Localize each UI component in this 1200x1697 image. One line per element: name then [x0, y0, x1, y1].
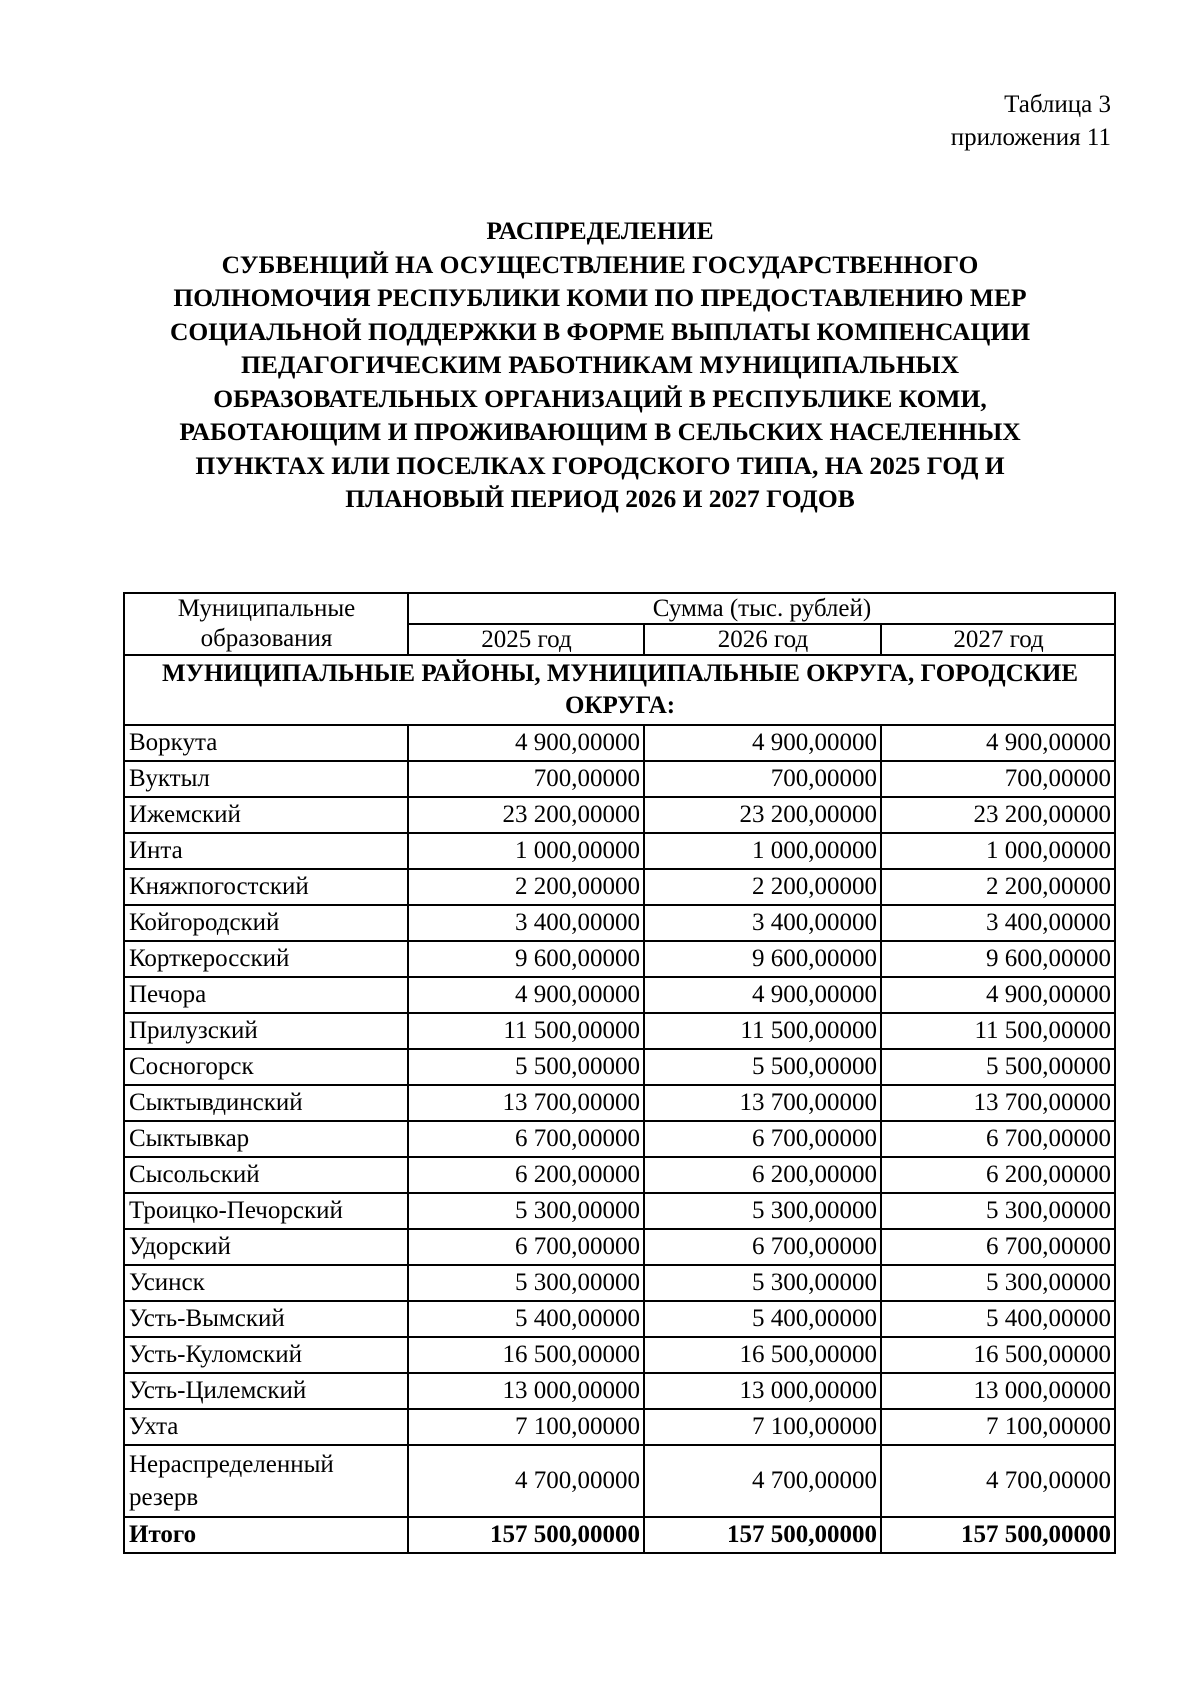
- table-row: [124, 977, 1115, 1013]
- amount-2027: 3 400,00000: [881, 905, 1115, 941]
- amount-2025: 11 500,00000: [408, 1013, 644, 1049]
- amount-2025: 5 500,00000: [408, 1049, 644, 1085]
- amount-2027: 9 600,00000: [881, 941, 1115, 977]
- amount-2027: 23 200,00000: [881, 797, 1115, 833]
- amount-2025: 7 100,00000: [408, 1409, 644, 1445]
- amount-2027: 4 900,00000: [881, 977, 1115, 1013]
- municipality-name: Сыктывкар: [124, 1121, 408, 1157]
- title-line: ПОЛНОМОЧИЯ РЕСПУБЛИКИ КОМИ ПО ПРЕДОСТАВЛЕНИЮ МЕР: [173, 283, 1027, 312]
- table-row: [124, 941, 1115, 977]
- amount-2026: 23 200,00000: [644, 797, 881, 833]
- amount-2027: 7 100,00000: [881, 1409, 1115, 1445]
- amount-2027: 5 400,00000: [881, 1301, 1115, 1337]
- amount-2026: 16 500,00000: [644, 1337, 881, 1373]
- table-row: [124, 833, 1115, 869]
- municipality-name: Сосногорск: [124, 1049, 408, 1085]
- municipality-name: Троицко-Печорский: [124, 1193, 408, 1229]
- amount-2026: 11 500,00000: [644, 1013, 881, 1049]
- amount-2025: 5 300,00000: [408, 1193, 644, 1229]
- table-row: [124, 1121, 1115, 1157]
- section-heading: МУНИЦИПАЛЬНЫЕ РАЙОНЫ, МУНИЦИПАЛЬНЫЕ ОКРУГА, ГОРОДСКИЕ ОКРУГА:: [124, 655, 1115, 725]
- municipality-name: Княжпогостский: [124, 869, 408, 905]
- title-line: РАБОТАЮЩИМ И ПРОЖИВАЮЩИМ В СЕЛЬСКИХ НАСЕЛЕННЫХ: [179, 417, 1021, 446]
- municipality-name: Койгородский: [124, 905, 408, 941]
- table-row: [124, 761, 1115, 797]
- municipality-column-header: Муниципальные образования: [124, 593, 408, 655]
- amount-2025: 4 900,00000: [408, 977, 644, 1013]
- document-title: [110, 214, 1090, 516]
- year-2026-header: 2026 год: [644, 624, 881, 655]
- amount-2026: 6 700,00000: [644, 1229, 881, 1265]
- municipality-name: Усть-Куломский: [124, 1337, 408, 1373]
- title-line: СОЦИАЛЬНОЙ ПОДДЕРЖКИ В ФОРМЕ ВЫПЛАТЫ КОМПЕНСАЦИИ: [169, 316, 1031, 346]
- amount-2025: 157 500,00000: [408, 1517, 644, 1553]
- amount-2027: 157 500,00000: [881, 1517, 1115, 1553]
- municipality-name: Корткеросский: [124, 941, 408, 977]
- amount-2027: 16 500,00000: [881, 1337, 1115, 1373]
- municipality-name: Нераспределенный резерв: [124, 1445, 408, 1517]
- table-row: [124, 1049, 1115, 1085]
- table-number-label: Таблица 3: [1004, 91, 1111, 118]
- amount-2027: 2 200,00000: [881, 869, 1115, 905]
- amount-2025: 9 600,00000: [408, 941, 644, 977]
- municipality-name: Сысольский: [124, 1157, 408, 1193]
- amount-2025: 4 900,00000: [408, 725, 644, 761]
- amount-2026: 13 000,00000: [644, 1373, 881, 1409]
- amount-2026: 5 500,00000: [644, 1049, 881, 1085]
- table-row: [124, 725, 1115, 761]
- amount-2027: 5 300,00000: [881, 1265, 1115, 1301]
- amount-2027: 4 700,00000: [881, 1445, 1115, 1517]
- sum-column-header: Сумма (тыс. рублей): [408, 593, 1115, 624]
- table-row: [124, 1337, 1115, 1373]
- municipality-name: Инта: [124, 833, 408, 869]
- amount-2027: 1 000,00000: [881, 833, 1115, 869]
- table-row: [124, 1229, 1115, 1265]
- amount-2025: 6 700,00000: [408, 1121, 644, 1157]
- title-line: СУБВЕНЦИЙ НА ОСУЩЕСТВЛЕНИЕ ГОСУДАРСТВЕННОГО: [221, 249, 979, 279]
- amount-2025: 1 000,00000: [408, 833, 644, 869]
- amount-2027: 5 300,00000: [881, 1193, 1115, 1229]
- municipality-name: Итого: [124, 1517, 408, 1553]
- table-header-row: [124, 593, 1115, 624]
- section-heading-row: [124, 655, 1115, 725]
- amount-2026: 4 900,00000: [644, 725, 881, 761]
- municipality-name: Усинск: [124, 1265, 408, 1301]
- municipality-name: Ижемский: [124, 797, 408, 833]
- amount-2027: 4 900,00000: [881, 725, 1115, 761]
- amount-2027: 700,00000: [881, 761, 1115, 797]
- amount-2025: 3 400,00000: [408, 905, 644, 941]
- amount-2025: 13 000,00000: [408, 1373, 644, 1409]
- table-row: [124, 1373, 1115, 1409]
- title-line: ПЕДАГОГИЧЕСКИМ РАБОТНИКАМ МУНИЦИПАЛЬНЫХ: [241, 350, 959, 379]
- table-row: [124, 797, 1115, 833]
- amount-2026: 4 700,00000: [644, 1445, 881, 1517]
- document-reference: [951, 88, 1111, 154]
- table-row: [124, 869, 1115, 905]
- municipality-name: Прилузский: [124, 1013, 408, 1049]
- amount-2025: 2 200,00000: [408, 869, 644, 905]
- table-row: [124, 1013, 1115, 1049]
- amount-2026: 6 700,00000: [644, 1121, 881, 1157]
- amount-2026: 5 400,00000: [644, 1301, 881, 1337]
- table-row: [124, 1409, 1115, 1445]
- municipality-name: Усть-Вымский: [124, 1301, 408, 1337]
- amount-2026: 6 200,00000: [644, 1157, 881, 1193]
- amount-2025: 5 300,00000: [408, 1265, 644, 1301]
- amount-2027: 6 200,00000: [881, 1157, 1115, 1193]
- amount-2026: 157 500,00000: [644, 1517, 881, 1553]
- amount-2025: 16 500,00000: [408, 1337, 644, 1373]
- appendix-label: приложения 11: [950, 124, 1111, 151]
- amount-2027: 6 700,00000: [881, 1121, 1115, 1157]
- amount-2027: 11 500,00000: [881, 1013, 1115, 1049]
- amount-2025: 6 200,00000: [408, 1157, 644, 1193]
- table-row: [124, 905, 1115, 941]
- amount-2027: 13 700,00000: [881, 1085, 1115, 1121]
- amount-2025: 6 700,00000: [408, 1229, 644, 1265]
- reserve-row: [124, 1445, 1115, 1517]
- municipality-name: Вуктыл: [124, 761, 408, 797]
- municipality-name: Сыктывдинский: [124, 1085, 408, 1121]
- amount-2025: 5 400,00000: [408, 1301, 644, 1337]
- amount-2026: 700,00000: [644, 761, 881, 797]
- table-row: [124, 1193, 1115, 1229]
- amount-2026: 1 000,00000: [644, 833, 881, 869]
- table-row: [124, 1265, 1115, 1301]
- amount-2027: 6 700,00000: [881, 1229, 1115, 1265]
- amount-2026: 5 300,00000: [644, 1265, 881, 1301]
- amount-2026: 13 700,00000: [644, 1085, 881, 1121]
- year-2027-header: 2027 год: [881, 624, 1115, 655]
- table-row: [124, 1301, 1115, 1337]
- amount-2026: 9 600,00000: [644, 941, 881, 977]
- amount-2027: 13 000,00000: [881, 1373, 1115, 1409]
- amount-2026: 2 200,00000: [644, 869, 881, 905]
- amount-2026: 7 100,00000: [644, 1409, 881, 1445]
- amount-2027: 5 500,00000: [881, 1049, 1115, 1085]
- table-row: [124, 1157, 1115, 1193]
- amount-2025: 4 700,00000: [408, 1445, 644, 1517]
- municipality-name: Воркута: [124, 725, 408, 761]
- amount-2025: 13 700,00000: [408, 1085, 644, 1121]
- title-line: ОБРАЗОВАТЕЛЬНЫХ ОРГАНИЗАЦИЙ В РЕСПУБЛИКЕ КОМИ,: [213, 383, 987, 413]
- amount-2026: 3 400,00000: [644, 905, 881, 941]
- amount-2026: 4 900,00000: [644, 977, 881, 1013]
- title-line: ПУНКТАХ ИЛИ ПОСЕЛКАХ ГОРОДСКОГО ТИПА, НА 2025 ГОД И: [195, 450, 1005, 480]
- amount-2025: 700,00000: [408, 761, 644, 797]
- year-2025-header: 2025 год: [408, 624, 644, 655]
- title-line: РАСПРЕДЕЛЕНИЕ: [486, 216, 714, 245]
- total-row: [124, 1517, 1115, 1553]
- amount-2025: 23 200,00000: [408, 797, 644, 833]
- municipality-name: Удорский: [124, 1229, 408, 1265]
- table-row: [124, 1085, 1115, 1121]
- amount-2026: 5 300,00000: [644, 1193, 881, 1229]
- title-line: ПЛАНОВЫЙ ПЕРИОД 2026 И 2027 ГОДОВ: [345, 484, 855, 513]
- municipality-name: Печора: [124, 977, 408, 1013]
- distribution-table: [123, 592, 1116, 1554]
- municipality-name: Усть-Цилемский: [124, 1373, 408, 1409]
- municipality-name: Ухта: [124, 1409, 408, 1445]
